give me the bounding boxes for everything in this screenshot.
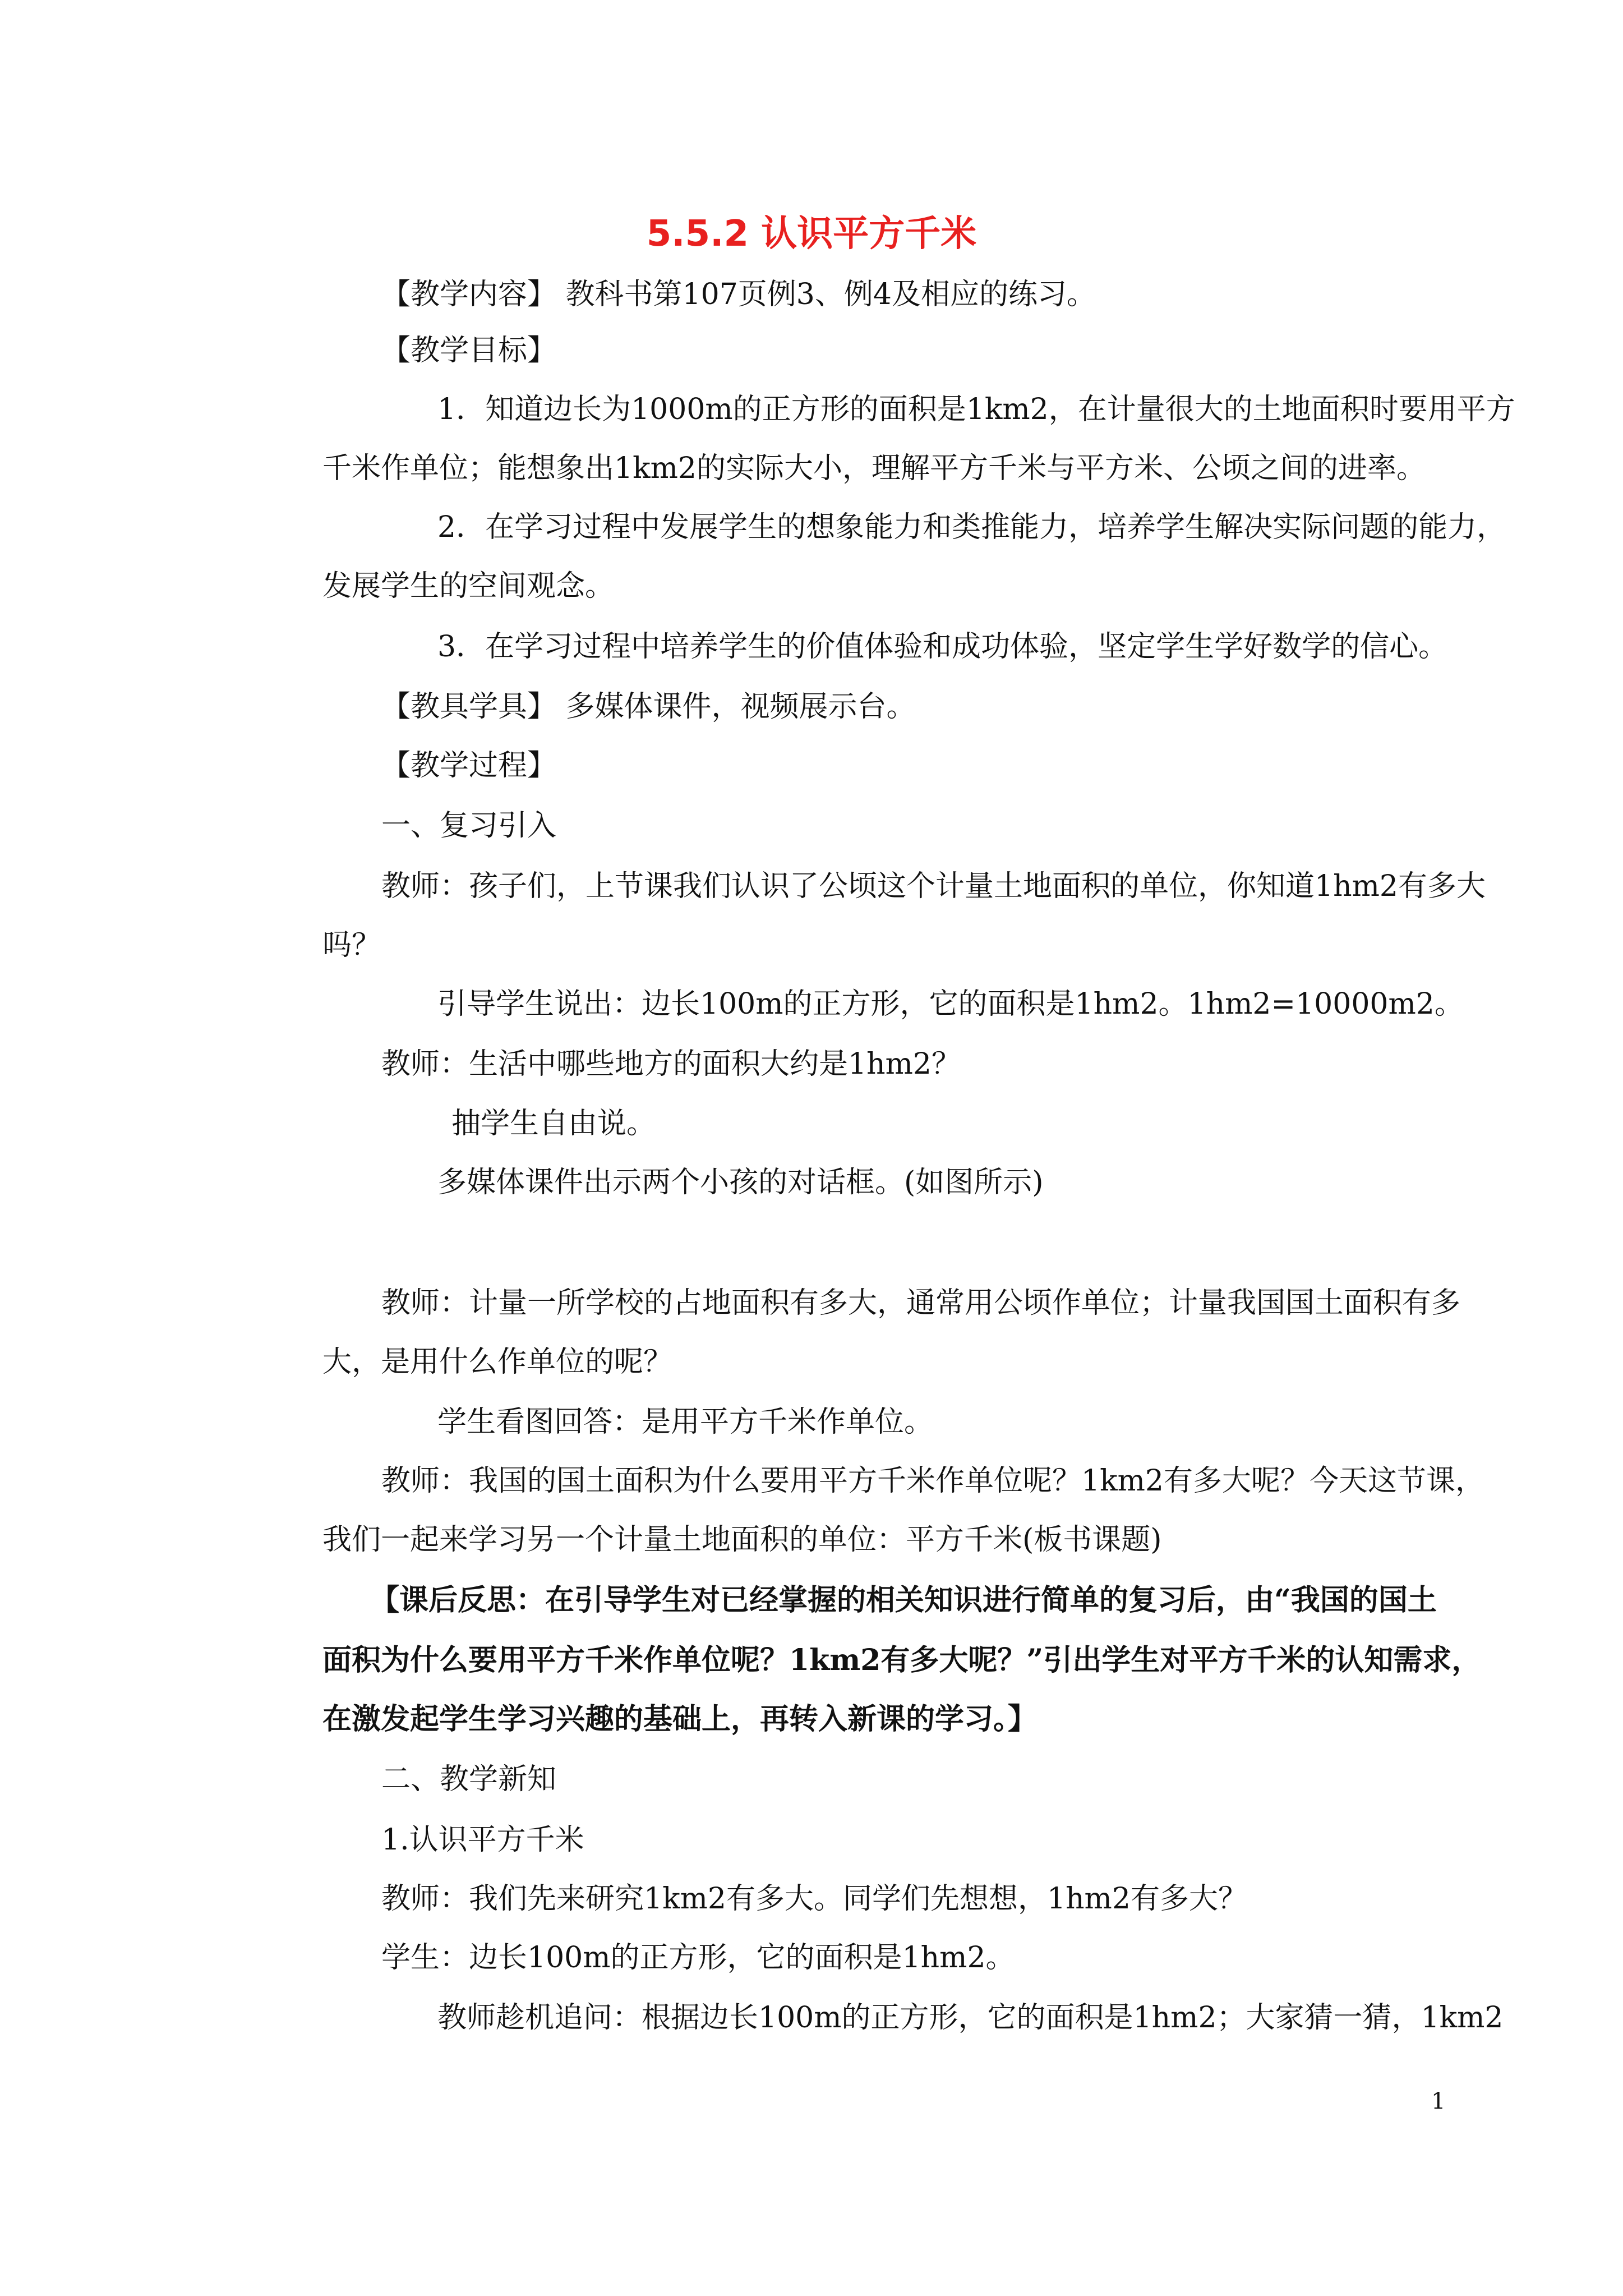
text-line: 发展学生的空间观念。 [322, 569, 615, 603]
text-line: 我们一起来学习另一个计量土地面积的单位：平方千米(板书课题) [322, 1523, 1162, 1557]
reflection-line: 在激发起学生学习兴趣的基础上，再转入新课的学习。】 [322, 1702, 1038, 1736]
text-line: 【教学目标】 [381, 334, 557, 367]
text-line: 教师：生活中哪些地方的面积大约是1hm2？ [381, 1047, 961, 1081]
text-line: 吗？ [322, 928, 381, 962]
text-line: 【教学过程】 [381, 749, 557, 783]
reflection-line: 面积为什么要用平方千米作单位呢？1km2有多大呢？”引出学生对平方千米的认知需求， [322, 1643, 1481, 1677]
text-line: 2．在学习过程中发展学生的想象能力和类推能力，培养学生解决实际问题的能力， [437, 510, 1506, 544]
text-line: 引导学生说出：边长100m的正方形，它的面积是1hm2。1hm2=10000m2。 [437, 987, 1464, 1021]
text-line: 教师趁机追问：根据边长100m的正方形，它的面积是1hm2；大家猜一猜，1km2 [437, 2001, 1504, 2035]
text-line: 教师：我们先来研究1km2有多大。同学们先想想，1hm2有多大？ [381, 1882, 1247, 1916]
text-line: 大，是用什么作单位的呢？ [322, 1345, 673, 1379]
text-line: 千米作单位；能想象出1km2的实际大小，理解平方千米与平方米、公顷之间的进率。 [322, 452, 1426, 485]
page-title: 5.5.2 认识平方千米 [646, 213, 977, 255]
text-line: 1.认识平方千米 [381, 1823, 584, 1857]
text-line: 教师：我国的国土面积为什么要用平方千米作单位呢？1km2有多大呢？今天这节课， [381, 1464, 1484, 1498]
text-line: 【教具学具】 多媒体课件，视频展示台。 [381, 690, 916, 724]
text-line: 抽学生自由说。 [451, 1107, 656, 1140]
text-line: 二、教学新知 [381, 1763, 557, 1796]
text-line: 3．在学习过程中培养学生的价值体验和成功体验，坚定学生学好数学的信心。 [437, 630, 1448, 664]
text-line: 教师：计量一所学校的占地面积有多大，通常用公顷作单位；计量我国国土面积有多 [381, 1286, 1461, 1320]
text-line: 【教学内容】 教科书第107页例3、例4及相应的练习。 [381, 278, 1096, 311]
text-line: 一、复习引入 [381, 809, 557, 843]
text-line: 多媒体课件出示两个小孩的对话框。(如图所示) [437, 1166, 1044, 1199]
text-line: 学生：边长100m的正方形，它的面积是1hm2。 [381, 1941, 1015, 1975]
text-line: 1．知道边长为1000m的正方形的面积是1km2，在计量很大的土地面积时要用平方 [437, 393, 1515, 426]
text-line: 学生看图回答：是用平方千米作单位。 [437, 1405, 934, 1439]
text-line: 教师：孩子们，上节课我们认识了公顷这个计量土地面积的单位，你知道1hm2有多大 [381, 869, 1486, 903]
page-number: 1 [1431, 2088, 1446, 2114]
reflection-line: 【课后反思：在引导学生对已经掌握的相关知识进行简单的复习后，由“我国的国土 [370, 1583, 1437, 1617]
